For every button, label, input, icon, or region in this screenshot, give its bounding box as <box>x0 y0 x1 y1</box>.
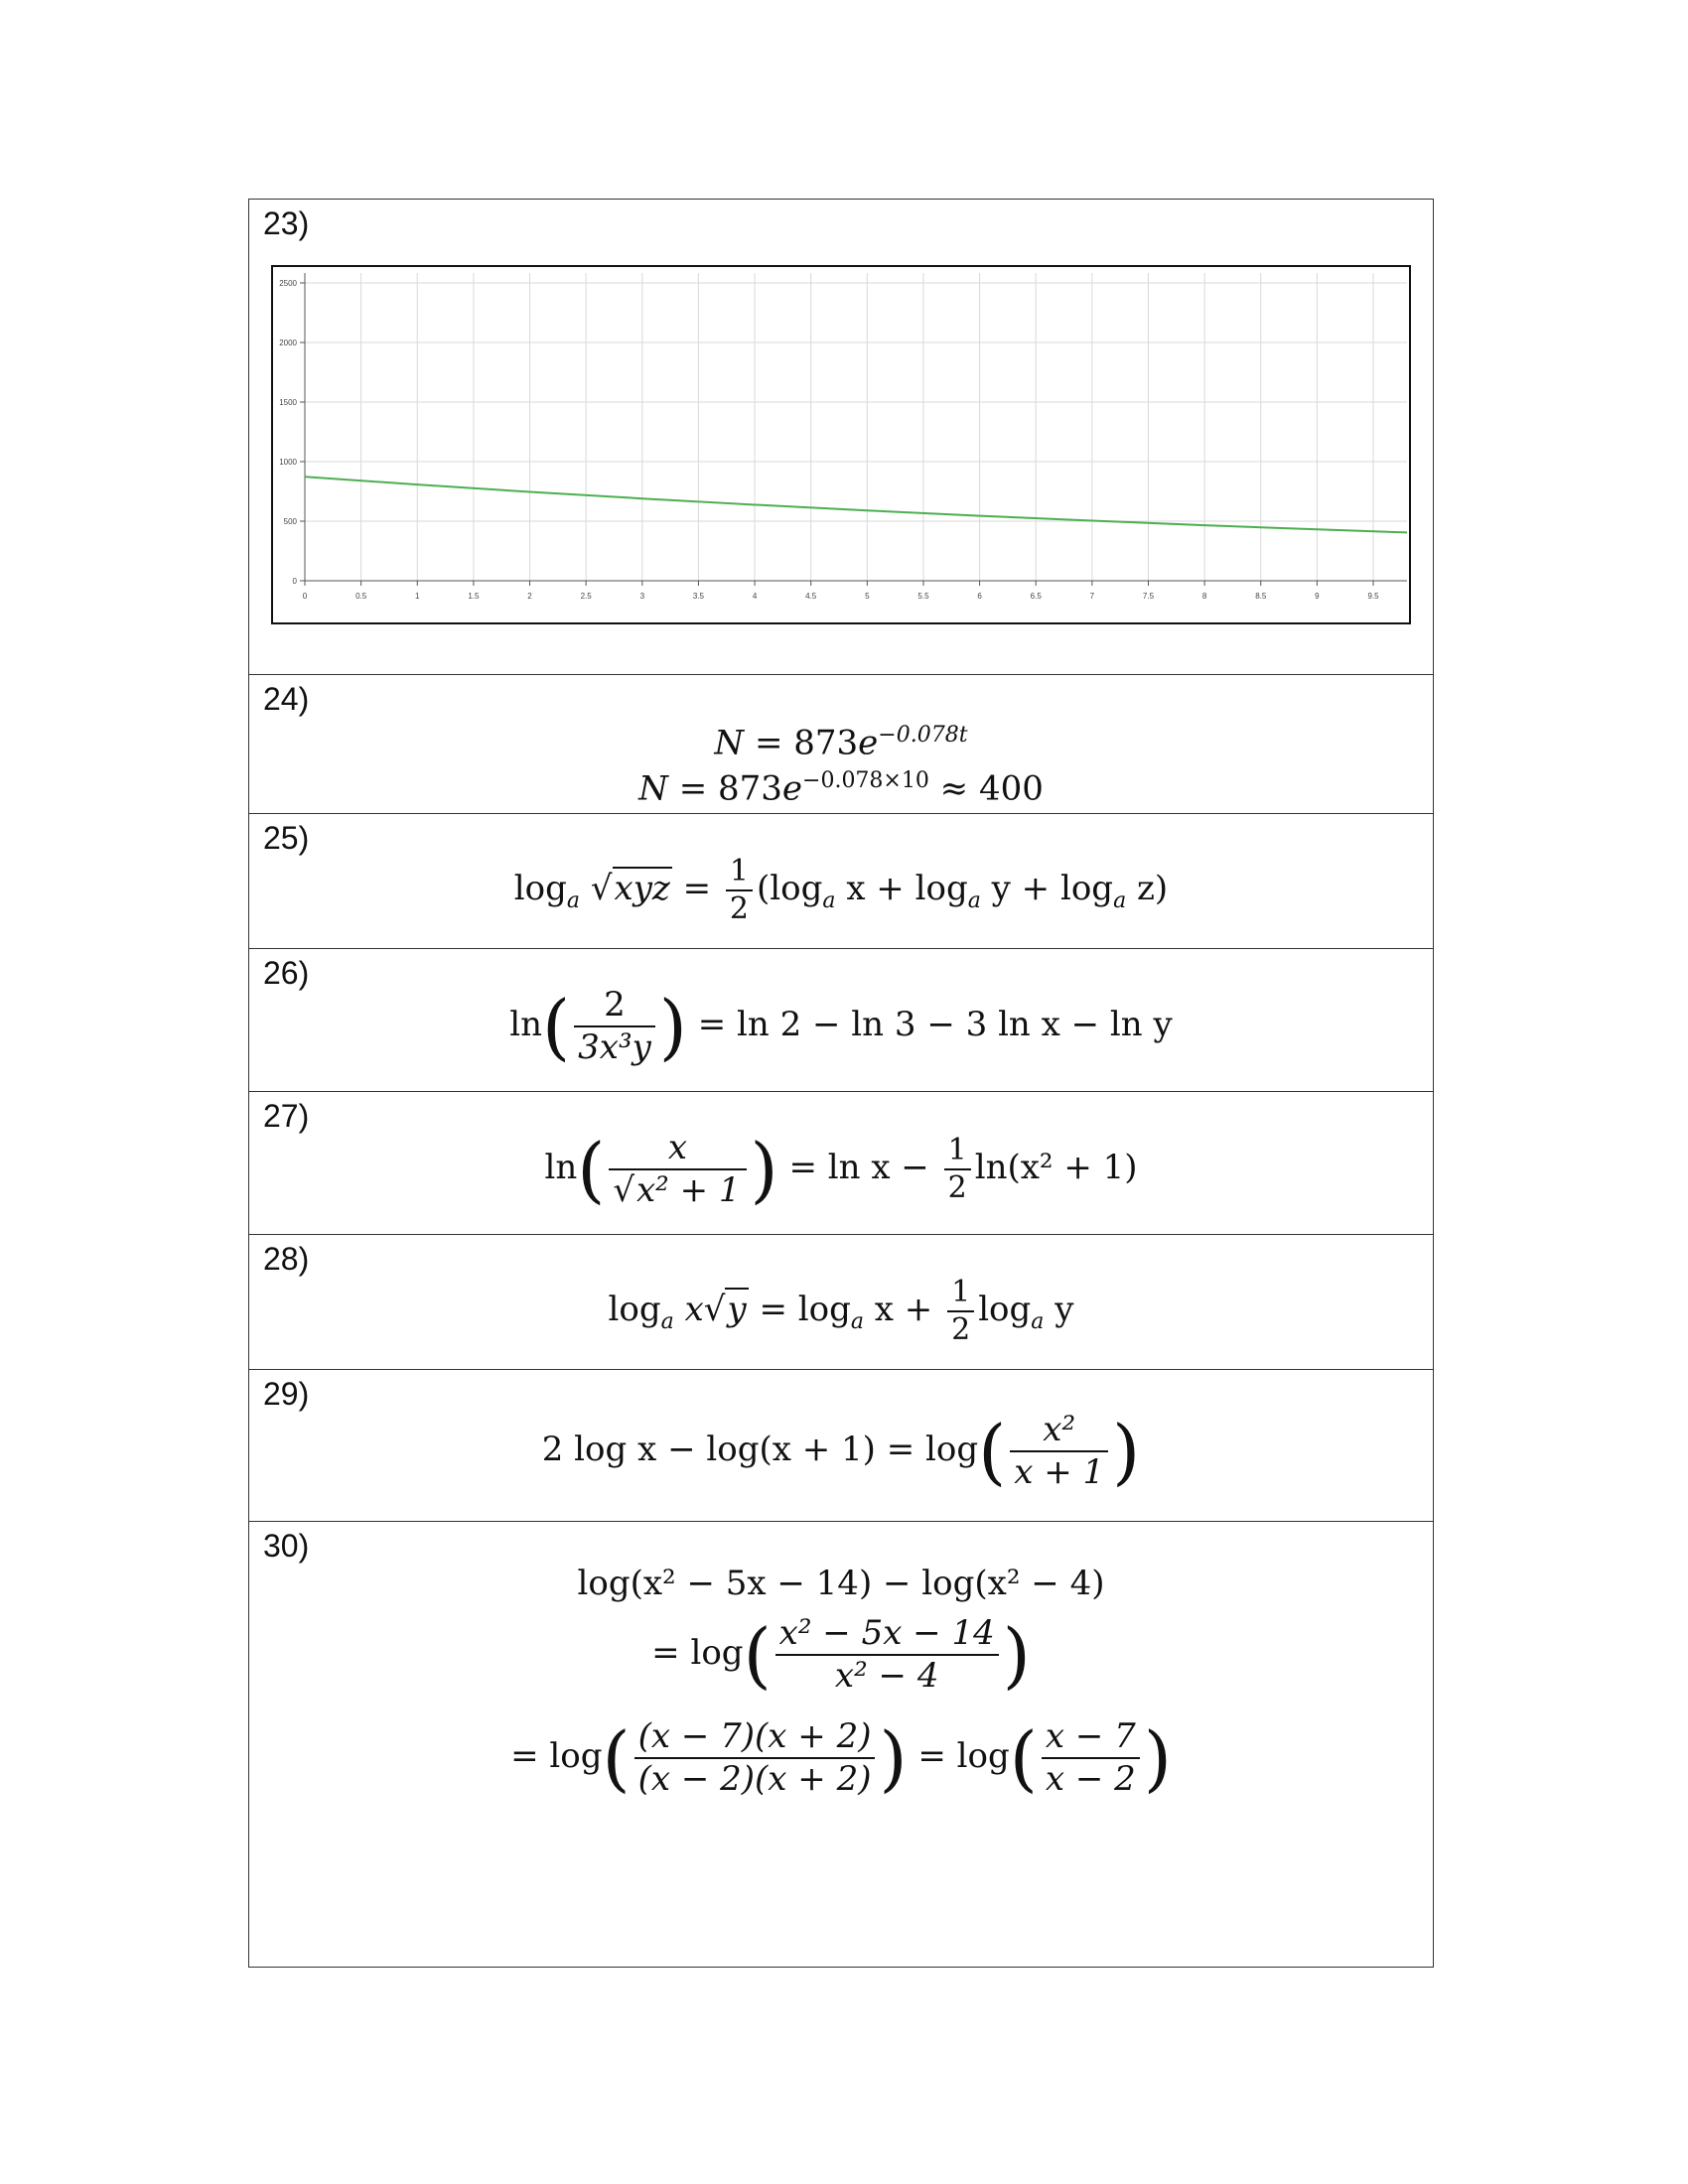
exponent: −0.078×10 <box>802 768 929 793</box>
row-30 <box>249 1522 1433 1969</box>
x-tick-label: 4.5 <box>805 592 817 601</box>
rhs-text: y + log <box>980 869 1114 908</box>
x-tick-label: 2.5 <box>580 592 592 601</box>
x-tick-label: 8.5 <box>1255 592 1267 601</box>
y-tick-label: 0 <box>292 577 297 586</box>
equals: = <box>671 869 722 908</box>
rhs-text: (log <box>757 869 823 908</box>
x-tick-label: 0.5 <box>355 592 367 601</box>
fraction <box>775 1613 999 1697</box>
rhs-text: x + log <box>835 869 968 908</box>
row-27 <box>249 1092 1433 1235</box>
y-tick-label: 2000 <box>279 339 297 347</box>
x-tick-label: 1 <box>415 592 420 601</box>
log-text: log <box>608 1290 661 1329</box>
x-tick-label: 6 <box>977 592 982 601</box>
denominator: x + 1 <box>1014 1451 1105 1492</box>
approx-result: ≈ 400 <box>928 768 1044 809</box>
rhs-text: z) <box>1126 869 1169 908</box>
denominator: 2 <box>947 1169 967 1205</box>
y-tick-label: 2500 <box>279 279 297 288</box>
base-a: a <box>566 887 581 913</box>
denominator: x² − 4 <box>834 1655 939 1696</box>
row-29 <box>249 1370 1433 1522</box>
y-tick-label: 1000 <box>279 458 297 467</box>
fraction-half <box>947 1275 974 1348</box>
left-paren: ( <box>542 984 571 1068</box>
rhs-text: = ln 2 − ln 3 − 3 ln x − ln y <box>686 1004 1173 1044</box>
equation-24-line-1 <box>249 723 1433 762</box>
numerator: (x − 7)(x + 2) <box>634 1716 876 1759</box>
equation-25: $\log_a √xyz$ = $\frac{1}{2}$ ($\log_a$ $x + \log_a y + \log_a z$) <box>513 854 1169 926</box>
eq-text: = log <box>651 1632 744 1673</box>
numerator: x <box>609 1128 746 1170</box>
denominator: x − 2 <box>1045 1758 1136 1799</box>
problem-number: 27) <box>263 1098 310 1134</box>
equation-30-line-2 <box>249 1613 1433 1697</box>
rhs-text: ln(x² + 1) <box>974 1147 1138 1187</box>
var-x: x <box>673 1290 704 1329</box>
equation-29 <box>249 1410 1433 1493</box>
x-tick-label: 0 <box>302 592 308 601</box>
x-tick-label: 1.5 <box>468 592 480 601</box>
row-23 <box>249 200 1433 675</box>
ln-text: ln <box>509 1004 543 1044</box>
row-25 <box>249 814 1433 949</box>
fraction-half <box>944 1133 971 1206</box>
equation-28: $\log_a x√y = \log_a x$ + $\frac{1}{2}$ $\log_a y$ <box>608 1275 1074 1347</box>
x-tick-label: 3.5 <box>692 592 704 601</box>
log-text: log <box>513 869 567 908</box>
left-paren: ( <box>577 1127 606 1211</box>
answer-table <box>248 199 1434 1968</box>
x-tick-label: 7 <box>1089 592 1095 601</box>
x-tick-label: 4 <box>752 592 758 601</box>
numerator: x − 7 <box>1042 1716 1140 1759</box>
numerator: 1 <box>726 854 753 891</box>
y-tick-label: 500 <box>283 517 297 526</box>
left-paren: ( <box>978 1409 1007 1493</box>
right-paren: ) <box>750 1127 778 1211</box>
radicand: xyz <box>614 869 670 908</box>
x-tick-label: 9.5 <box>1367 592 1379 601</box>
problem-number: 28) <box>263 1241 310 1277</box>
fraction-half <box>726 854 753 927</box>
numerator: 2 <box>574 985 655 1027</box>
radicand: y <box>727 1290 747 1329</box>
row-24 <box>249 675 1433 814</box>
x-tick-label: 2 <box>527 592 532 601</box>
eq-text: = log <box>748 1290 851 1329</box>
numerator: 1 <box>947 1275 974 1312</box>
row-26 <box>249 949 1433 1092</box>
fraction <box>1010 1410 1108 1493</box>
numerator: x² − 5x − 14 <box>775 1613 999 1656</box>
radicand: x² + 1 <box>636 1169 741 1210</box>
denominator: 2 <box>951 1312 971 1347</box>
right-paren: ) <box>879 1715 908 1800</box>
x-tick-label: 3 <box>639 592 645 601</box>
right-paren: ) <box>1112 1409 1141 1493</box>
denominator: √x² + 1 <box>613 1169 741 1210</box>
eq-text: = 873 <box>744 723 859 763</box>
var-n: N <box>714 723 745 763</box>
equation-24-line-2 <box>249 768 1433 808</box>
problem-number: 25) <box>263 820 310 856</box>
eq-text: = log <box>907 1735 1010 1776</box>
equation-30-line-1 <box>249 1564 1433 1603</box>
eq-text: = 873 <box>667 768 782 809</box>
denominator: 3x³y <box>578 1026 651 1067</box>
fraction <box>574 985 655 1068</box>
var-n: N <box>638 768 668 809</box>
right-paren: ) <box>658 984 687 1068</box>
y-tick-label: 1500 <box>279 398 297 407</box>
var-e: e <box>781 768 803 809</box>
right-paren: ) <box>1002 1612 1031 1697</box>
rhs-text: x + <box>864 1290 944 1329</box>
var-e: e <box>858 723 879 763</box>
rhs-text: log <box>978 1290 1032 1329</box>
left-paren: ( <box>602 1715 631 1800</box>
problem-number: 23) <box>263 205 310 241</box>
series-line <box>305 477 1407 532</box>
problem-number: 29) <box>263 1376 310 1412</box>
problem-number: 30) <box>263 1528 310 1564</box>
ln-text: ln <box>544 1147 578 1187</box>
denominator: (x − 2)(x + 2) <box>637 1758 872 1799</box>
x-tick-label: 8 <box>1201 592 1207 601</box>
fraction <box>1042 1716 1140 1800</box>
x-tick-label: 5.5 <box>917 592 929 601</box>
x-tick-label: 7.5 <box>1142 592 1155 601</box>
fraction <box>634 1716 876 1800</box>
rhs-text: y <box>1044 1290 1074 1329</box>
lhs-text: 2 log x − log(x + 1) = log <box>541 1429 979 1469</box>
decay-chart <box>271 265 1411 624</box>
problem-number: 26) <box>263 955 310 991</box>
chart-svg <box>273 267 1409 622</box>
numerator: 1 <box>944 1133 971 1170</box>
right-paren: ) <box>1143 1715 1172 1800</box>
equation-26 <box>249 985 1433 1068</box>
numerator: x² <box>1010 1410 1108 1452</box>
left-paren: ( <box>1009 1715 1038 1800</box>
equation-27 <box>249 1128 1433 1211</box>
x-tick-label: 9 <box>1315 592 1320 601</box>
x-tick-label: 6.5 <box>1030 592 1042 601</box>
fraction <box>609 1128 746 1211</box>
line-text: log(x² − 5x − 14) − log(x² − 4) <box>577 1564 1105 1603</box>
rhs-text: = ln x − <box>777 1147 940 1187</box>
exponent: −0.078t <box>878 723 968 748</box>
equation-30-line-3 <box>249 1716 1433 1800</box>
left-paren: ( <box>743 1612 772 1697</box>
denominator: 2 <box>729 891 750 926</box>
eq-text: = log <box>510 1735 603 1776</box>
problem-number: 24) <box>263 681 310 717</box>
row-28 <box>249 1235 1433 1370</box>
x-tick-label: 5 <box>865 592 870 601</box>
base-a: a <box>660 1308 674 1334</box>
